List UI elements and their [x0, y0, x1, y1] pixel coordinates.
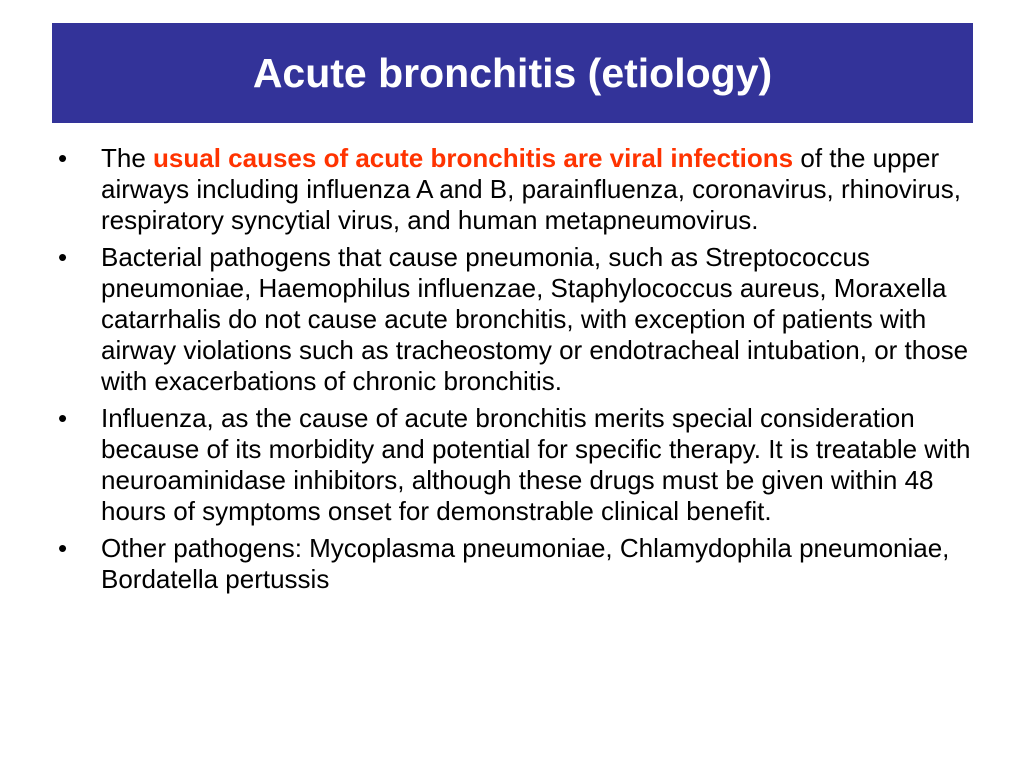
bullet-item-viral-causes: [58, 143, 988, 236]
bullet-1-lead-text: The: [101, 143, 154, 173]
bullet-item-bacterial-pathogens: [58, 242, 988, 397]
bullet-dot-icon: •: [58, 403, 68, 433]
slide-title: Acute bronchitis (etiology): [252, 49, 773, 96]
bullet-dot-icon: •: [58, 242, 68, 272]
bullet-item-influenza: [58, 403, 988, 527]
bullet-4-text: Other pathogens: Mycoplasma pneumoniae, Chlamydophila pneumoniae, Bordatella pertussis: [101, 533, 950, 594]
bullet-2-text: Bacterial pathogens that cause pneumonia, such as Streptococcus pneumoniae, Haemophilus influenzae, Staphylococcus aureus, Moraxella catarrhalis do not cause acute bronchitis, with exception of patients with airway violations such as tracheostomy or endotracheal intubation, or those with exacerbations of chronic bronchitis.: [101, 242, 969, 396]
bullet-dot-icon: •: [58, 143, 68, 173]
bullet-dot-icon: •: [58, 533, 68, 563]
bullet-item-other-pathogens: [58, 533, 988, 595]
bullet-3-text: Influenza, as the cause of acute bronchitis merits special consideration because of its morbidity and potential for specific therapy. It is treatable with neuroaminidase inhibitors, although these drugs must be given within 48 hours of symptoms onset for demonstrable clinical benefit.: [101, 403, 971, 526]
title-bar: [52, 23, 973, 123]
bullet-1-highlight-text: usual causes of acute bronchitis are viral infections: [153, 143, 794, 173]
bullet-1-trail-text: of the upper airways including influenza A and B, parainfluenza, coronavirus, rhinovirus, respiratory syncytial virus, and human metapneumovirus.: [101, 143, 961, 235]
bullet-list: [58, 143, 988, 601]
